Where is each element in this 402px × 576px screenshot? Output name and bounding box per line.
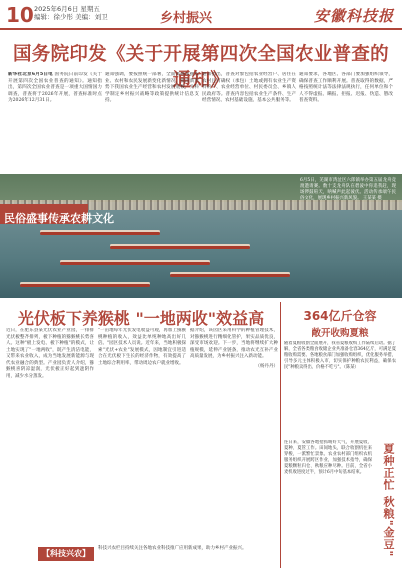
- vertical-headline: 夏种正忙 秋粮"金豆": [382, 443, 395, 558]
- section-title: 乡村振兴: [160, 11, 213, 26]
- article-author: （杨丹丹）: [255, 363, 278, 369]
- dragon-boat: [40, 232, 160, 235]
- dateline: 新华社北京6月5日电: [8, 72, 53, 77]
- sidebar-subheadline: 敞开收购夏粮: [311, 328, 369, 339]
- article-body: [6, 328, 278, 540]
- dragon-boat: [110, 246, 250, 249]
- photo-caption: 6月5日，芜湖市湾沚区六郎镇举办第五届龙舟竞渡邀请赛。数十支龙舟队在碧波中你追我赶，现场锣鼓喧天，呐喊声此起彼伏。活动传承端午民俗文化，展现乡村振兴新风貌。 王某某 摄: [300, 178, 396, 201]
- sidebar-article: 连日来，安徽各地抢抓晴好天气，开展夏收、夏种、夏管工作。田间地头，联合收割机往来穿梭，一派繁忙景象。农业农村部门组织农机服务组织开展跨区作业，加强技术指导，确保夏粮颗粒归仓、秋粮应种尽种。目前，全省小麦机收进度过半，预计6月中旬基本结束。: [284, 440, 372, 475]
- column-divider: [280, 302, 281, 568]
- lead-column: 通知要求，各地区、各部门要加强组织领导，确保普查工作顺利开展。普查取得的数据，严格按照统计法等法律法规执行，任何单位和个人不得虚报、瞒报、拒报、迟报、伪造、篡改普查资料。: [299, 72, 393, 104]
- date-text: 2025年6月6日 星期五: [34, 5, 100, 13]
- dragon-boat: [20, 284, 150, 287]
- article-text: 据介绍，该园区采用科学的种植管理技术，对猕猴桃进行精细化管护，果实品质优良，深受市场欢迎。下一步，当地将继续扩大种植规模，延伸产业链条，推动农光互补产业高质量发展，为乡村振兴注入新动能。: [190, 328, 278, 359]
- sidebar-article: 随着夏粮收割全面展开，我省夏粮收购工作陆续启动。据了解，全省各类粮食收储企业共准备仓容364亿斤，可满足夏粮收购需要。各地粮食部门加强收购组织，优化服务举措，引导多元主体积极入市，切实保护种粮农民利益，确保农民"种粮卖得出、价格不吃亏"。（陈某）: [284, 341, 396, 370]
- date-line: [34, 5, 108, 21]
- lead-column: [8, 72, 102, 105]
- column-tag-text: 科技兴农栏目持续关注各地农业科技推广应用新成果，助力乡村产业振兴。: [98, 546, 247, 551]
- editor-text: 编辑：徐少彤 美编：刘卫: [34, 13, 108, 21]
- page-number: 10: [6, 3, 34, 27]
- dragon-boat: [60, 262, 210, 265]
- article-column: [190, 328, 278, 370]
- column-tag: 【科技兴农】: [38, 547, 94, 561]
- lead-text: 国务院日前印发《关于开展第四次全国农业普查的通知》。通知指出，第四次全国农业普查是一项重大国情国力调查，普查将于2026年开展，普查标准时点为2026年12月31日。: [8, 72, 102, 104]
- sidebar-headline: 364亿斤仓容: [303, 309, 377, 323]
- article-column: 近日，在肥东县某光伏农业产业园，一排排光伏板整齐排列，板下种植的猕猴桃长势喜人。这种"板上发电、板下种植"的模式，让土地实现了"一地两收"，既产生清洁电能，又带来农业收入，成为当地发展新能源与现代农业融合的典型。产业园负责人介绍，猕猴桃喜阴凉湿润，光伏板正好起到遮阴作用，减少水分蒸发。: [6, 328, 94, 379]
- lead-article: [8, 72, 394, 170]
- lead-column: 通知强调，要按照统一部署，全面准确掌握农业、农村和农民发展新变化新情况，摸清新形势下我国农业生产经营和农村发展底数，为科学制定乡村振兴战略等政策提供统计信息支持。: [105, 72, 199, 104]
- article-column: "一亩地每年光伏发电收益可观，再加上猕猴桃种植的收入，效益比单纯种地高出好几倍。"园区技术人员说。近年来，当地积极探索"光伏+农业"发展模式，因地制宜引进适合在光伏板下生长的经济作物，有效提高了土地综合利用率，带动周边农户就业增收。: [98, 328, 186, 366]
- photo-title: 民俗盛事传承农耕文化: [4, 212, 114, 225]
- newspaper-masthead: 安徽科技报: [313, 7, 394, 25]
- lead-column: 通知指出，普查对象包括农业经营户、居住在农村且有确权（承包）土地或拥有农业生产资料的户、农业经营单位、村民委员会、乡镇人民政府等。普查内容包括农业生产条件、生产经营情况、农村基础设施、基本公共服务等。: [202, 72, 296, 104]
- dragon-boat: [170, 274, 290, 277]
- main-headline: 国务院印发《关于开展第四次全国农业普查的通知》: [12, 44, 389, 91]
- sub-headline: 光伏板下养猴桃 "一地两收"效益高: [17, 309, 265, 328]
- page-header: [0, 0, 402, 30]
